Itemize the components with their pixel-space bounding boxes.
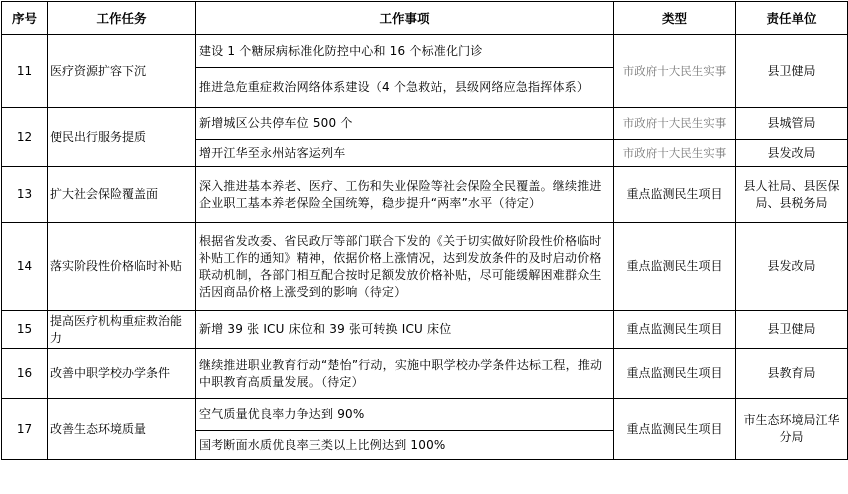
row-item: 国考断面水质优良率三类以上比例达到 100% bbox=[196, 431, 614, 460]
row-item: 建设 1 个糖尿病标准化防控中心和 16 个标准化门诊 bbox=[196, 35, 614, 68]
header-task: 工作任务 bbox=[48, 2, 196, 35]
row-unit: 县卫健局 bbox=[736, 35, 848, 108]
row-no: 17 bbox=[2, 399, 48, 460]
row-item: 深入推进基本养老、医疗、工伤和失业保险等社会保险全民覆盖。继续推进企业职工基本养老保险全国统筹，稳步提升“两率”水平（待定） bbox=[196, 167, 614, 223]
row-unit: 县教育局 bbox=[736, 349, 848, 399]
row-type: 重点监测民生项目 bbox=[614, 167, 736, 223]
row-task: 便民出行服务提质 bbox=[48, 108, 196, 167]
row-unit: 县发改局 bbox=[736, 140, 848, 167]
table-row bbox=[2, 223, 848, 311]
row-unit: 县卫健局 bbox=[736, 311, 848, 349]
row-no: 13 bbox=[2, 167, 48, 223]
row-unit: 市生态环境局江华分局 bbox=[736, 399, 848, 460]
row-task: 落实阶段性价格临时补贴 bbox=[48, 223, 196, 311]
row-no: 15 bbox=[2, 311, 48, 349]
row-item: 继续推进职业教育行动“楚怡”行动，实施中职学校办学条件达标工程，推动中职教育高质量发展。（待定） bbox=[196, 349, 614, 399]
row-type: 市政府十大民生实事 bbox=[614, 35, 736, 108]
livelihood-projects-table bbox=[1, 1, 848, 460]
table-row bbox=[2, 108, 848, 140]
row-item: 新增 39 张 ICU 床位和 39 张可转换 ICU 床位 bbox=[196, 311, 614, 349]
row-unit: 县发改局 bbox=[736, 223, 848, 311]
row-item: 推进急危重症救治网络体系建设（4 个急救站，县级网络应急指挥体系） bbox=[196, 68, 614, 108]
table-row bbox=[2, 349, 848, 399]
table-row bbox=[2, 399, 848, 431]
header-unit: 责任单位 bbox=[736, 2, 848, 35]
row-type: 重点监测民生项目 bbox=[614, 311, 736, 349]
header-no: 序号 bbox=[2, 2, 48, 35]
row-unit: 县人社局、县医保局、县税务局 bbox=[736, 167, 848, 223]
row-type: 重点监测民生项目 bbox=[614, 349, 736, 399]
row-task: 提高医疗机构重症救治能力 bbox=[48, 311, 196, 349]
row-type: 市政府十大民生实事 bbox=[614, 108, 736, 140]
row-type: 重点监测民生项目 bbox=[614, 223, 736, 311]
row-task: 扩大社会保险覆盖面 bbox=[48, 167, 196, 223]
row-item: 增开江华至永州站客运列车 bbox=[196, 140, 614, 167]
row-no: 12 bbox=[2, 108, 48, 167]
row-task: 改善生态环境质量 bbox=[48, 399, 196, 460]
row-type: 重点监测民生项目 bbox=[614, 399, 736, 460]
header-type: 类型 bbox=[614, 2, 736, 35]
table-row bbox=[2, 311, 848, 349]
row-task: 医疗资源扩容下沉 bbox=[48, 35, 196, 108]
header-row bbox=[2, 2, 848, 35]
row-item: 新增城区公共停车位 500 个 bbox=[196, 108, 614, 140]
table-row bbox=[2, 167, 848, 223]
row-item: 根据省发改委、省民政厅等部门联合下发的《关于切实做好阶段性价格临时补贴工作的通知》精神，依据价格上涨情况，达到发放条件的及时启动价格联动机制，各部门相互配合按时足额发放价格补贴，尽可能缓解困难群众生活因商品价格上涨受到的影响（待定） bbox=[196, 223, 614, 311]
row-type: 市政府十大民生实事 bbox=[614, 140, 736, 167]
table-row bbox=[2, 35, 848, 68]
row-no: 11 bbox=[2, 35, 48, 108]
row-unit: 县城管局 bbox=[736, 108, 848, 140]
row-no: 16 bbox=[2, 349, 48, 399]
header-item: 工作事项 bbox=[196, 2, 614, 35]
row-task: 改善中职学校办学条件 bbox=[48, 349, 196, 399]
row-item: 空气质量优良率力争达到 90% bbox=[196, 399, 614, 431]
row-no: 14 bbox=[2, 223, 48, 311]
